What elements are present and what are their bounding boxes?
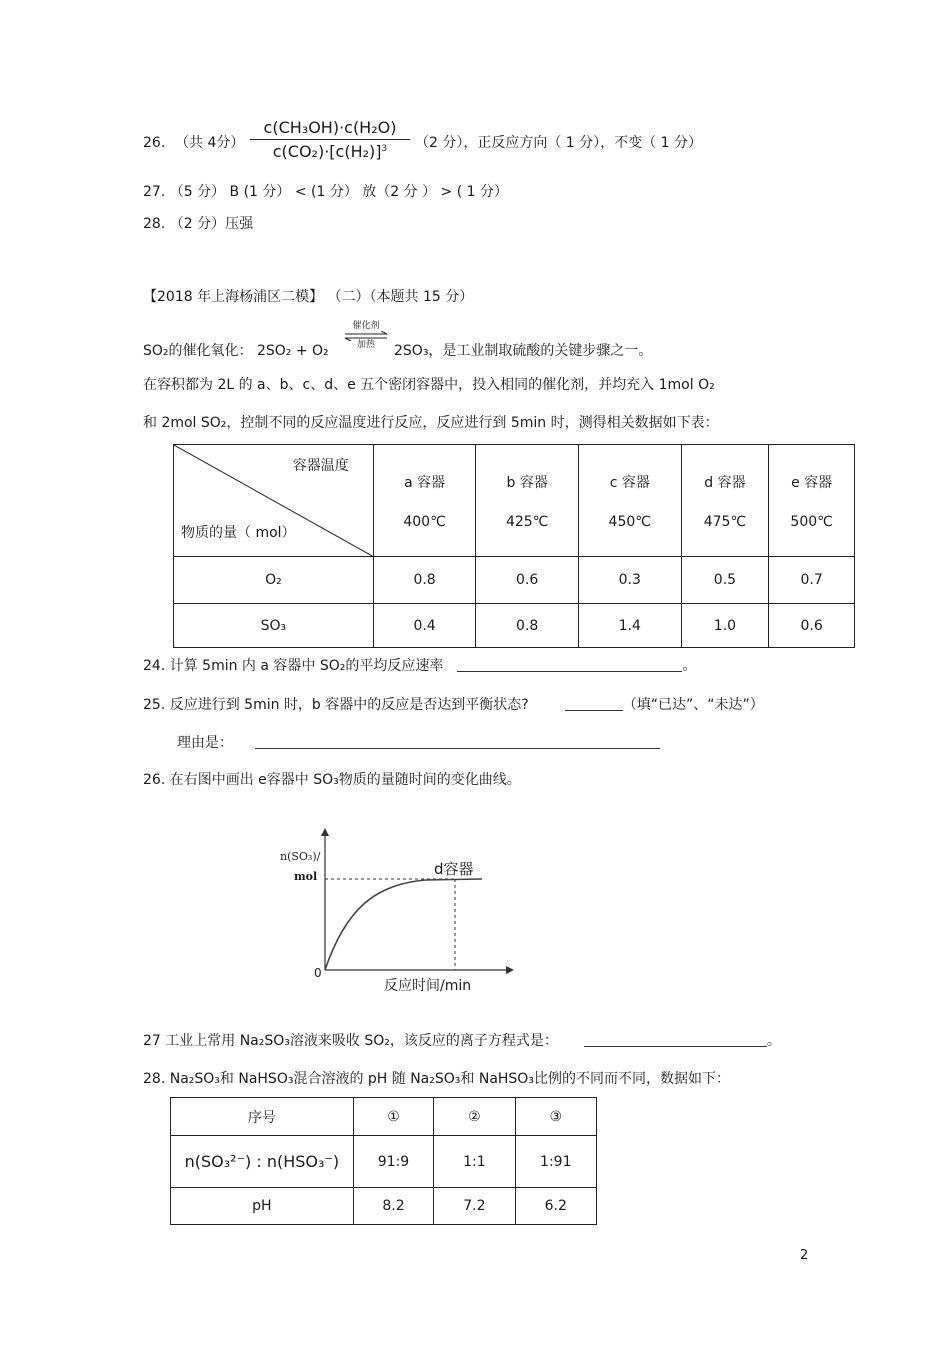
y-axis-label-top: n(SO₃)/ [280, 850, 321, 863]
question-24: 24. 计算 5min 内 a 容器中 SO₂的平均反应速率 。 [143, 658, 697, 674]
table-row-ph: pH 8.2 7.2 6.2 [171, 1188, 597, 1225]
origin-label: 0 [314, 966, 322, 980]
table-row-so3: SO₃ 0.4 0.8 1.4 1.0 0.6 [174, 604, 855, 648]
question-26: 26. 在右图中画出 e容器中 SO₃物质的量随时间的变化曲线。 [143, 772, 521, 788]
heating-label: 加热 [356, 340, 375, 350]
header-c: c 容器 450℃ [578, 445, 681, 557]
question-25: 25. 反应进行到 5min 时，b 容器中的反应是否达到平衡状态? （填“已达”、“未达”） [143, 697, 764, 713]
table-row-ratio: n(SO₃²⁻) : n(HSO₃⁻) 91:9 1:1 1:91 [171, 1136, 597, 1188]
header-3: ③ [515, 1098, 596, 1136]
corner-top-label: 容器温度 [292, 458, 349, 474]
header-index: 序号 [171, 1098, 354, 1136]
intro-line-1b: 2SO₃，是工业制取硫酸的关键步骤之一。 [394, 343, 653, 359]
header-b: b 容器 425℃ [476, 445, 579, 557]
intro-line-1a: SO₂的催化氧化： 2SO₂ + O₂ [143, 343, 329, 359]
y-axis-label-bottom: mol [294, 870, 318, 883]
header-1: ① [353, 1098, 433, 1136]
equilibrium-constant-fraction [250, 118, 410, 161]
fraction-numerator: c(CH₃OH)⋅c(H₂O) [250, 118, 410, 140]
table-corner-cell [174, 445, 374, 557]
intro-line-2: 在容积都为 2L 的 a、b、c、d、e 五个密闭容器中，投入相同的催化剂，并均充入 1mol O₂ [143, 377, 715, 393]
equilibrium-arrow [343, 322, 389, 350]
header-e: e 容器 500℃ [769, 445, 855, 557]
question-27: 27 工业上常用 Na₂SO₃溶液来吸收 SO₂，该反应的离子方程式是： 。 [143, 1033, 781, 1049]
header-2: ② [434, 1098, 515, 1136]
section-header: 【2018 年上海杨浦区二模】 （二）（本题共 15 分） [143, 289, 474, 305]
curve-label: d容器 [434, 860, 474, 878]
header-d: d 容器 475℃ [681, 445, 769, 557]
intro-line-3: 和 2mol SO₂，控制不同的反应温度进行反应，反应进行到 5min 时，测得相关数据如下表： [143, 415, 719, 431]
header-a: a 容器 400℃ [373, 445, 476, 557]
blank-27[interactable] [584, 1034, 767, 1047]
question-28: 28. Na₂SO₃和 NaHSO₃混合溶液的 pH 随 Na₂SO₃和 NaHSO₃比例的不同而不同，数据如下： [143, 1071, 730, 1087]
answer-27: 27. （5 分） B (1 分） < (1 分） 放（2 分 ） > ( 1 分） [143, 184, 509, 200]
fraction-denominator: c(CO₂)⋅[c(H₂)] [272, 142, 382, 161]
page-number: 2 [800, 1248, 809, 1263]
catalyst-label: 催化剂 [352, 321, 380, 331]
question-25-reason: 理由是： [177, 736, 660, 750]
answer-26-number: 26. [143, 135, 166, 151]
fraction-exponent: 3 [381, 144, 388, 154]
blank-24[interactable] [457, 659, 682, 672]
x-axis-label: 反应时间/min [384, 978, 472, 994]
answer-26-tail: （2 分），正反应方向（ 1 分），不变（ 1 分） [415, 135, 702, 151]
blank-25-reason[interactable] [255, 736, 660, 749]
blank-25[interactable] [565, 698, 623, 711]
reaction-graph [276, 828, 516, 998]
corner-bottom-label: 物质的量（ mol） [181, 525, 296, 541]
table-row-o2: O₂ 0.8 0.6 0.3 0.5 0.7 [174, 557, 855, 604]
data-table-containers [173, 444, 855, 648]
answer-28: 28. （2 分）压强 [143, 216, 254, 232]
d-container-curve [325, 879, 482, 970]
y-axis-arrow-icon [321, 828, 329, 836]
data-table-ph [170, 1097, 597, 1225]
x-axis-arrow-icon [506, 966, 514, 974]
answer-26-label: （共 4分） [175, 135, 245, 151]
